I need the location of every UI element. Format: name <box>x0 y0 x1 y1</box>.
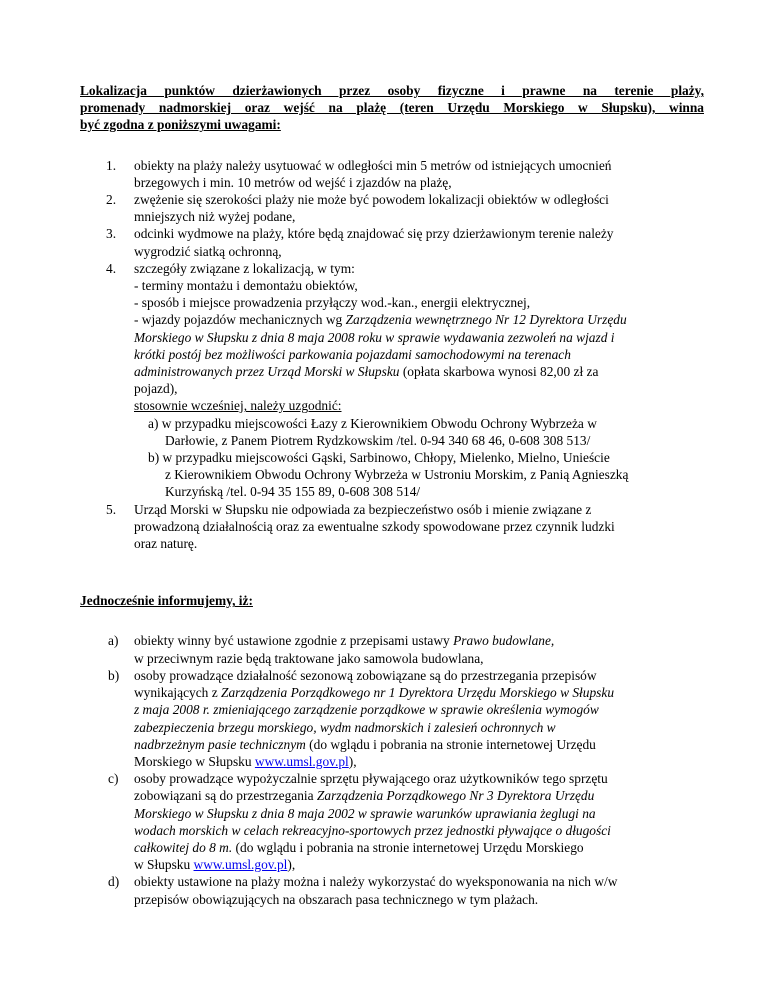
heading-line-2: promenady nadmorskiej oraz wejść na plażę (teren Urzędu Morskiego w Słupsku), winna <box>80 100 704 116</box>
sub-item-b: b) w przypadku miejscowości Gąski, Sarbinowo, Chłopy, Mielenko, Mielno, Unieście z Kierownikiem Obwodu Ochrony Wybrzeża w Ustroniu Morskim, z Panią Agnieszką Kurzyńską /tel. 0-94 35 155 89, 0-608 308 514/ <box>148 450 629 500</box>
agreement-subheading: stosownie wcześniej, należy uzgodnić: <box>134 398 342 414</box>
item-text: odcinki wydmowe na plaży, które będą znajdować się przy dzierżawionym terenie należy wygrodzić siatką ochronną, <box>134 226 614 259</box>
heading-line-3: być zgodna z poniższymi uwagami: <box>80 117 281 133</box>
main-heading <box>80 82 704 134</box>
item-text: osoby prowadzące działalność sezonową zobowiązane są do przestrzegania przepisów wynikających z Zarządzenia Porządkowego nr 1 Dyrektora Urzędu Morskiego w Słupsku z maja 2008 r. zmieniającego zarządzenie porządkowe w sprawie określenia wymogów zabezpieczenia brzegu morskiego, wydm nadmorskich i zalesień ochronnych w nadbrzeżnym pasie technicznym (do wglądu i pobrania na stronie internetowej Urzędu Morskiego w Słupsku www.umsl.gov.pl), <box>134 667 615 769</box>
info-list <box>80 632 704 907</box>
item-label: b) <box>108 667 120 683</box>
item-number: 5. <box>106 501 117 517</box>
list-item <box>80 770 704 873</box>
list-item <box>80 873 704 907</box>
item-number: 2. <box>106 192 117 208</box>
item-number: 4. <box>106 260 117 276</box>
list-item <box>80 191 704 225</box>
sub-item-a: a) w przypadku miejscowości Łazy z Kierownikiem Obwodu Ochrony Wybrzeża w Darłowie, z Panem Piotrem Rydzkowskim /tel. 0-94 340 68 46, 0-608 308 513/ <box>148 415 597 448</box>
list-item <box>80 501 704 553</box>
heading-line-1: Lokalizacja punktów dzierżawionych przez osoby fizyczne i prawne na terenie plaży, <box>80 83 704 98</box>
info-heading: Jednocześnie informujemy, iż: <box>80 593 253 609</box>
item-number: 3. <box>106 226 117 242</box>
list-item <box>80 632 704 666</box>
list-item <box>80 225 704 259</box>
item-text: szczegóły związane z lokalizacją, w tym: - terminy montażu i demontażu obiektów, - sposób i miejsce prowadzenia przyłączy wod.-kan., energii elektrycznej, - wjazdy pojazdów mechanicznych wg Zarządzenia wewnętrznego Nr 12 Dyrektora Urzędu Morskiego w Słupsku z dnia 8 maja 2008 roku w sprawie wydawania zezwoleń na wjazd i krótki postój bez możliwości parkowania pojazdami samochodowymi na terenach administrowanych przez Urząd Morski w Słupsku (opłata skarbowa wynosi 82,00 zł za pojazd), stosownie wcześniej, należy uzgodnić: a) w przypadku miejscowości Łazy z Kierownikiem Obwodu Ochrony Wybrzeża w Darłowie, z Panem Piotrem Rydzkowskim /tel. 0-94 340 68 46, 0-608 308 513/ b) w przypadku miejscowości Gąski, Sarbinowo, Chłopy, Mielenko, Mielno, Unieście z Kierownikiem Obwodu Ochrony Wybrzeża w Ustroniu Morskim, z Panią Agnieszką Kurzyńską /tel. 0-94 35 155 89, 0-608 308 514/ <box>134 260 704 501</box>
list-item <box>80 667 704 770</box>
item-text: obiekty ustawione na plaży można i należy wykorzystać do wyeksponowania na nich w/w przepisów obowiązujących na obszarach pasa technicznego w tym plażach. <box>134 874 618 907</box>
item-label: c) <box>108 771 119 787</box>
item-number: 1. <box>106 157 117 173</box>
item-text: osoby prowadzące wypożyczalnie sprzętu pływającego oraz użytkowników tego sprzętu zobowiązani są do przestrzegania Zarządzenia Porządkowego Nr 3 Dyrektora Urzędu Morskiego w Słupsku z dnia 8 maja 2002 w sprawie warunków uprawiania żeglugi na wodach morskich w celach rekreacyjno-sportowych przez jednostki pływające o długości całkowitej do 8 m. (do wglądu i pobrania na stronie internetowej Urzędu Morskiego w Słupsku www.umsl.gov.pl), <box>134 771 611 873</box>
item-label: a) <box>108 633 119 649</box>
list-item <box>80 157 704 191</box>
umsl-link[interactable]: www.umsl.gov.pl <box>193 857 288 873</box>
remarks-list <box>80 157 704 553</box>
document-page <box>80 82 704 908</box>
umsl-link[interactable]: www.umsl.gov.pl <box>254 753 349 769</box>
item-text: obiekty na plaży należy usytuować w odległości min 5 metrów od istniejących umocnień brzegowych i min. 10 metrów od wejść i zjazdów na plażę, <box>134 157 612 190</box>
item-text: zwężenie się szerokości plaży nie może być powodem lokalizacji obiektów w odległości mniejszych niż wyżej podane, <box>134 192 609 225</box>
item-text: obiekty winny być ustawione zgodnie z przepisami ustawy Prawo budowlane, w przeciwnym razie będą traktowane jako samowola budowlana, <box>134 633 555 666</box>
item-label: d) <box>108 874 120 890</box>
item-text: Urząd Morski w Słupsku nie odpowiada za bezpieczeństwo osób i mienie związane z prowadzoną działalnością oraz za ewentualne szkody spowodowane przez czynnik ludzki oraz naturę. <box>134 501 615 552</box>
list-item <box>80 260 704 501</box>
